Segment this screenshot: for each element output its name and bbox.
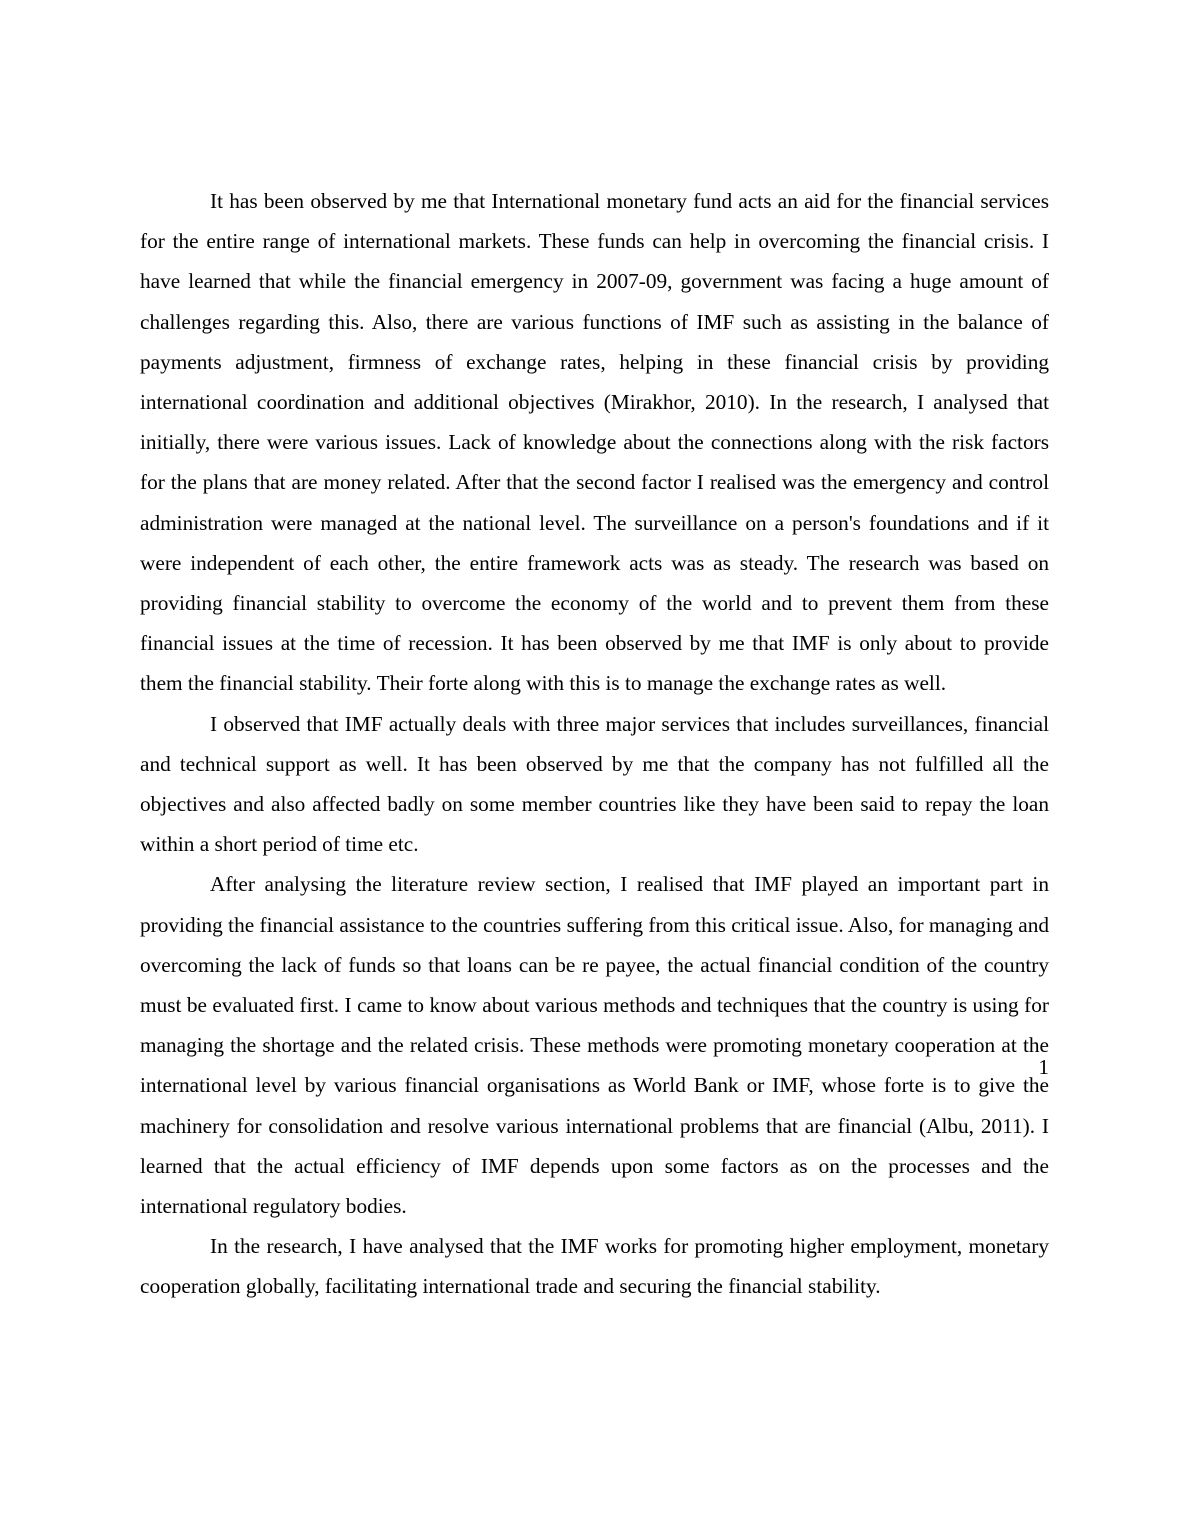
body-text xyxy=(140,181,1049,1307)
paragraph-3: After analysing the literature review section, I realised that IMF played an important part in providing the financial assistance to the countries suffering from this critical issue. Also, for managing and overcoming the lack of funds so that loans can be re payee, the actual financial condition of the country must be evaluated first. I came to know about various methods and techniques that the country is using for managing the shortage and the related crisis. These methods were promoting monetary cooperation at the international level by various financial organisations as World Bank or IMF, whose forte is to give the machinery for consolidation and resolve various international problems that are financial (Albu, 2011). I learned that the actual efficiency of IMF depends upon some factors as on the processes and the international regulatory bodies. xyxy=(140,872,1049,1219)
paragraph-4: In the research, I have analysed that the IMF works for promoting higher employment, monetary cooperation globally, facilitating international trade and securing the financial stability. xyxy=(140,1234,1049,1299)
paragraph-1: It has been observed by me that International monetary fund acts an aid for the financial services for the entire range of international markets. These funds can help in overcoming the financial crisis. I have learned that while the financial emergency in 2007-09, government was facing a huge amount of challenges regarding this. Also, there are various functions of IMF such as assisting in the balance of payments adjustment, firmness of exchange rates, helping in these financial crisis by providing international coordination and additional objectives (Mirakhor, 2010). In the research, I analysed that initially, there were various issues. Lack of knowledge about the connections along with the risk factors for the plans that are money related. After that the second factor I realised was the emergency and control administration were managed at the national level. The surveillance on a person's foundations and if it were independent of each other, the entire framework acts was as steady. The research was based on providing financial stability to overcome the economy of the world and to prevent them from these financial issues at the time of recession. It has been observed by me that IMF is only about to provide them the financial stability. Their forte along with this is to manage the exchange rates as well. xyxy=(140,189,1049,696)
page-number: 1 xyxy=(1038,1055,1049,1079)
paragraph-2: I observed that IMF actually deals with three major services that includes surveillances, financial and technical support as well. It has been observed by me that the company has not fulfilled all the objectives and also affected badly on some member countries like they have been said to repay the loan within a short period of time etc. xyxy=(140,711,1049,857)
